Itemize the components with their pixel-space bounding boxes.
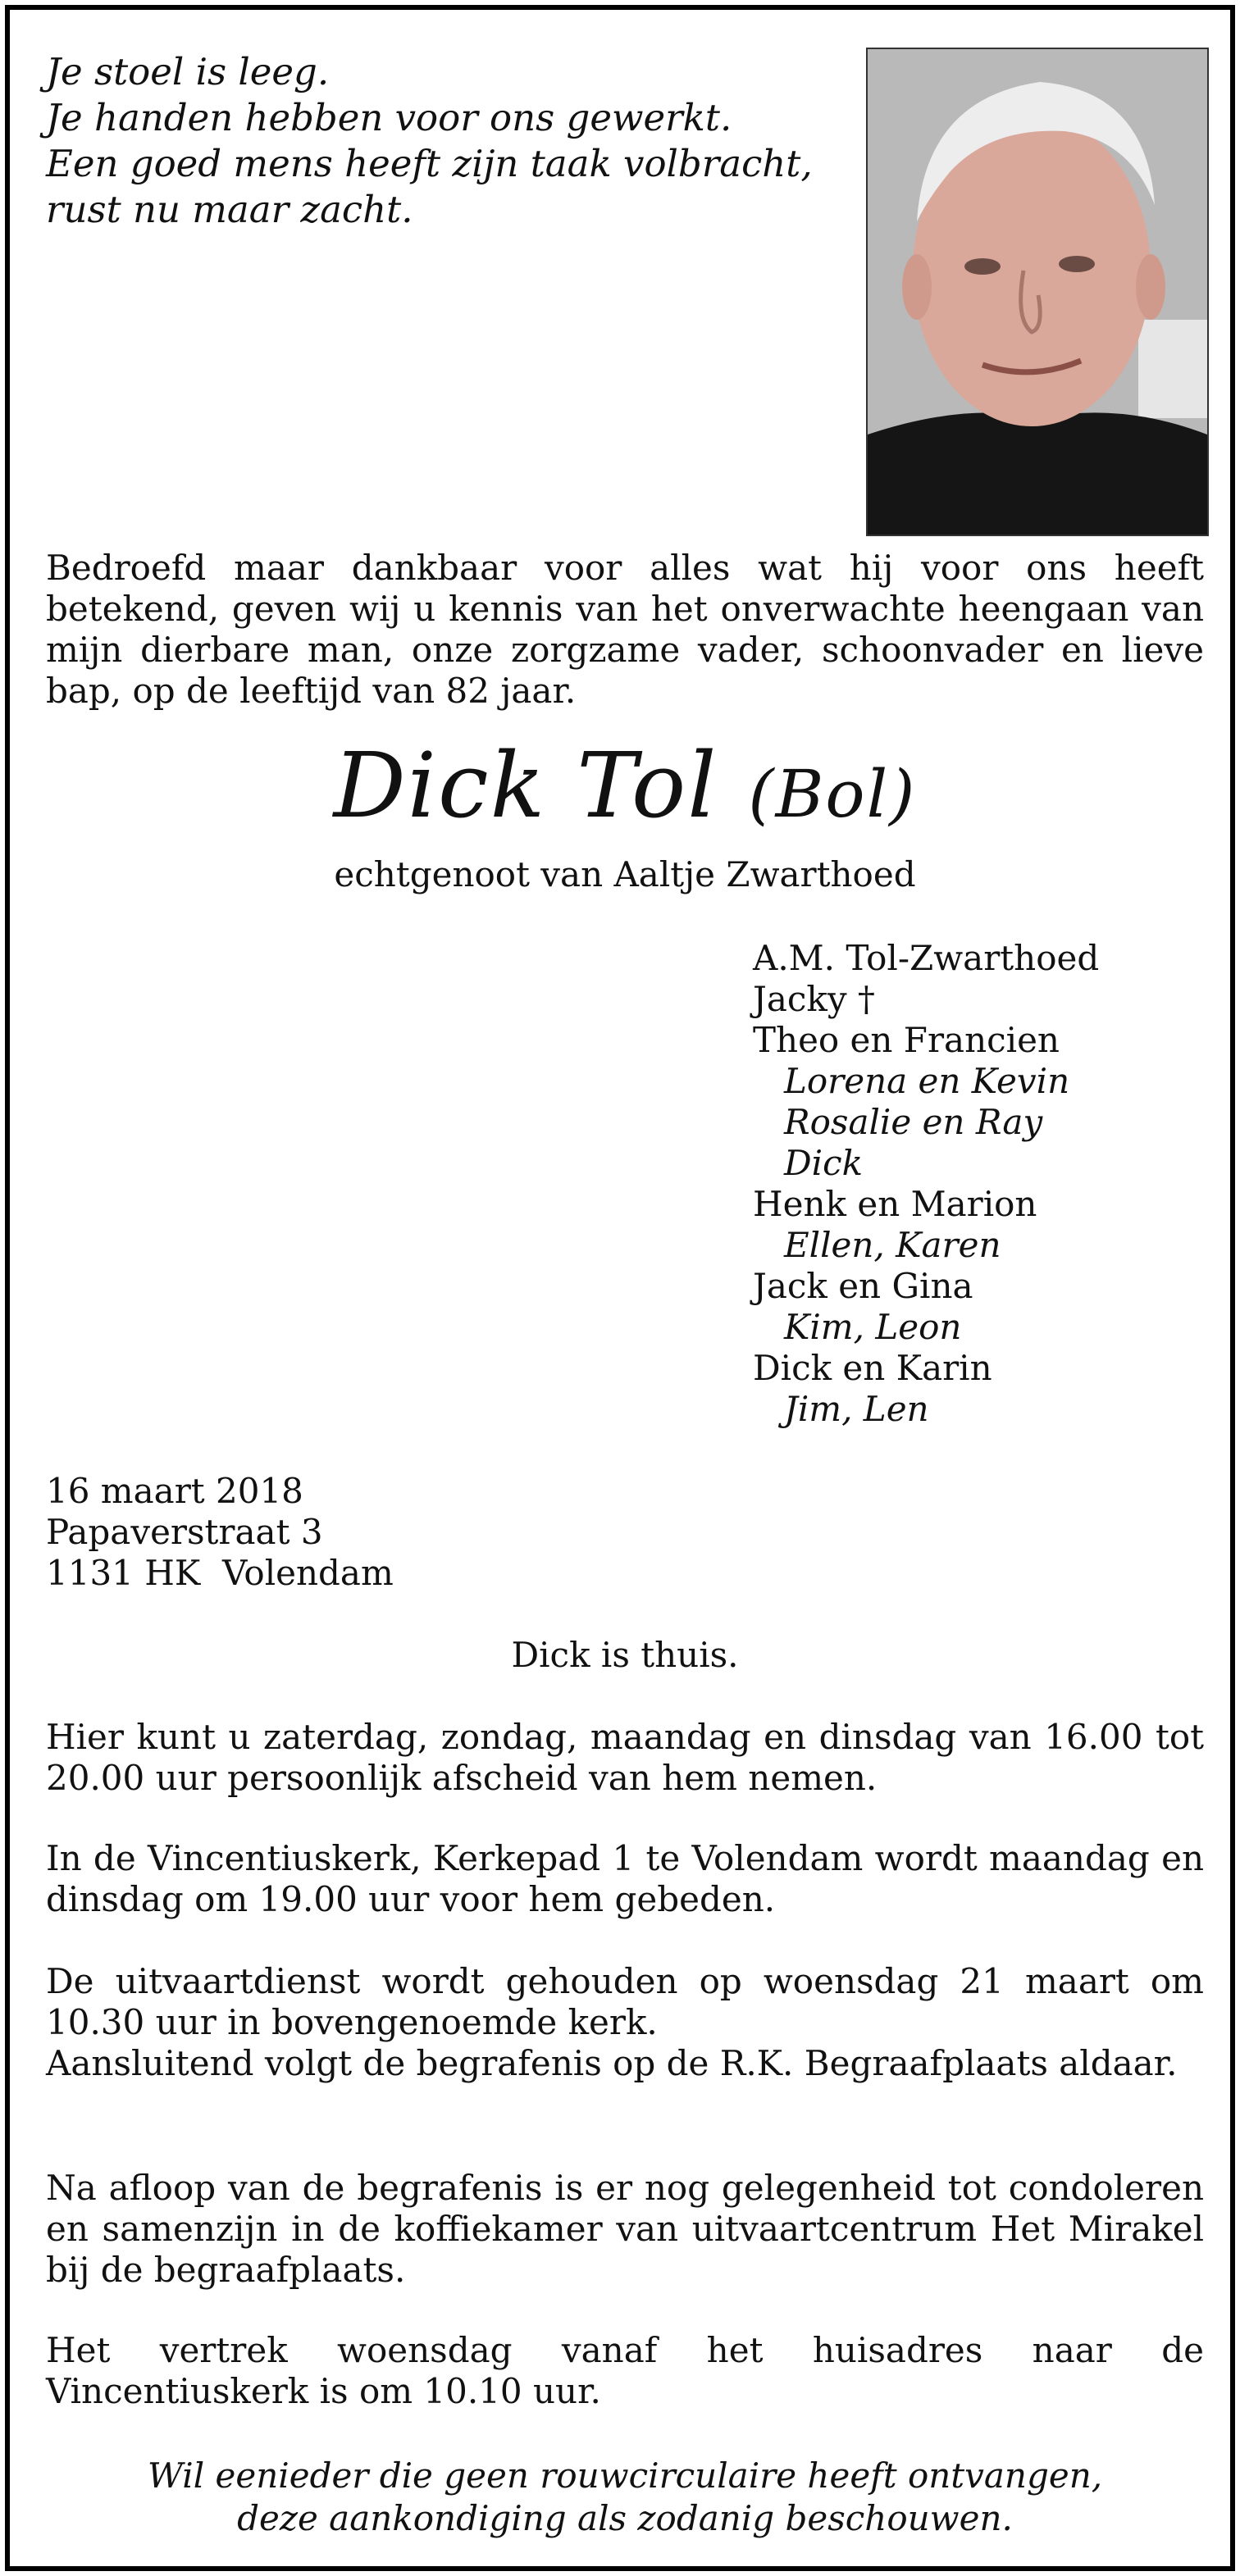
postal-city: 1131 HK Volendam: [46, 1553, 394, 1593]
departure-paragraph: Het vertrek woensdag vanaf het huisadres naar de Vincentiuskerk is om 10.10 uur.: [46, 2330, 1204, 2411]
address-block: [46, 1471, 394, 1594]
family-member: Theo en Francien: [753, 1020, 1060, 1060]
family-list: [753, 938, 1099, 1430]
announcement-text: Bedroefd maar dankbaar voor alles wat hij voor ons heeft betekend, geven wij u kennis van het onverwachte heengaan van mijn dierbare man, onze zorgzame vader, schoonvader en lieve bap, op de leeftijd van 82 jaar.: [46, 548, 1204, 711]
grandchildren: Lorena en Kevin: [784, 1061, 1070, 1101]
grandchildren: Rosalie en Ray: [784, 1102, 1043, 1142]
home-line: Dick is thuis.: [511, 1635, 739, 1675]
grandchildren: Ellen, Karen: [784, 1225, 1001, 1265]
closing-note: [10, 2455, 1240, 2540]
grandchildren: Kim, Leon: [784, 1307, 962, 1347]
announcement-date: 16 maart 2018: [46, 1471, 303, 1511]
poem-line: Een goed mens heeft zijn taak volbracht,: [46, 142, 813, 185]
obituary-card: [5, 5, 1235, 2571]
family-member: Dick en Karin: [753, 1348, 992, 1388]
poem-line: Je handen hebben voor ons gewerkt.: [46, 96, 732, 139]
prayer-paragraph: In de Vincentiuskerk, Kerkepad 1 te Volendam wordt maandag en dinsdag om 19.00 uur voor hem gebeden.: [46, 1838, 1204, 1919]
street-address: Papaverstraat 3: [46, 1512, 323, 1552]
poem: [46, 49, 813, 233]
condolence-paragraph: Na afloop van de begrafenis is er nog gelegenheid tot condoleren en samenzijn in de koffiekamer van uitvaartcentrum Het Mirakel bij de begraafplaats.: [46, 2168, 1204, 2290]
visit-paragraph: Hier kunt u zaterdag, zondag, maandag en dinsdag van 16.00 tot 20.00 uur persoonlijk afscheid van hem nemen.: [46, 1717, 1204, 1798]
grandchildren: Dick: [784, 1143, 864, 1183]
closing-line: deze aankondiging als zodanig beschouwen.: [237, 2498, 1013, 2538]
burial-paragraph: Aansluitend volgt de begrafenis op de R.K. Begraafplaats aldaar.: [46, 2043, 1178, 2083]
poem-line: rust nu maar zacht.: [46, 188, 413, 231]
portrait-photo: [866, 48, 1209, 536]
deceased-name: [10, 733, 1240, 844]
closing-line: Wil eenieder die geen rouwcirculaire heeft ontvangen,: [147, 2455, 1103, 2496]
grandchildren: Jim, Len: [784, 1389, 929, 1429]
family-member: Henk en Marion: [753, 1184, 1037, 1224]
deceased-nickname: (Bol): [748, 756, 917, 832]
deceased-full-name: Dick Tol: [333, 733, 718, 838]
poem-line: Je stoel is leeg.: [46, 50, 330, 93]
family-member: Jack en Gina: [753, 1266, 973, 1306]
service-paragraph: De uitvaartdienst wordt gehouden op woensdag 21 maart om 10.30 uur in bovengenoemde kerk.: [46, 1961, 1204, 2042]
spouse-line: echtgenoot van Aaltje Zwarthoed: [334, 854, 916, 894]
family-member: A.M. Tol-Zwarthoed: [753, 938, 1100, 978]
family-member: Jacky †: [753, 979, 875, 1019]
